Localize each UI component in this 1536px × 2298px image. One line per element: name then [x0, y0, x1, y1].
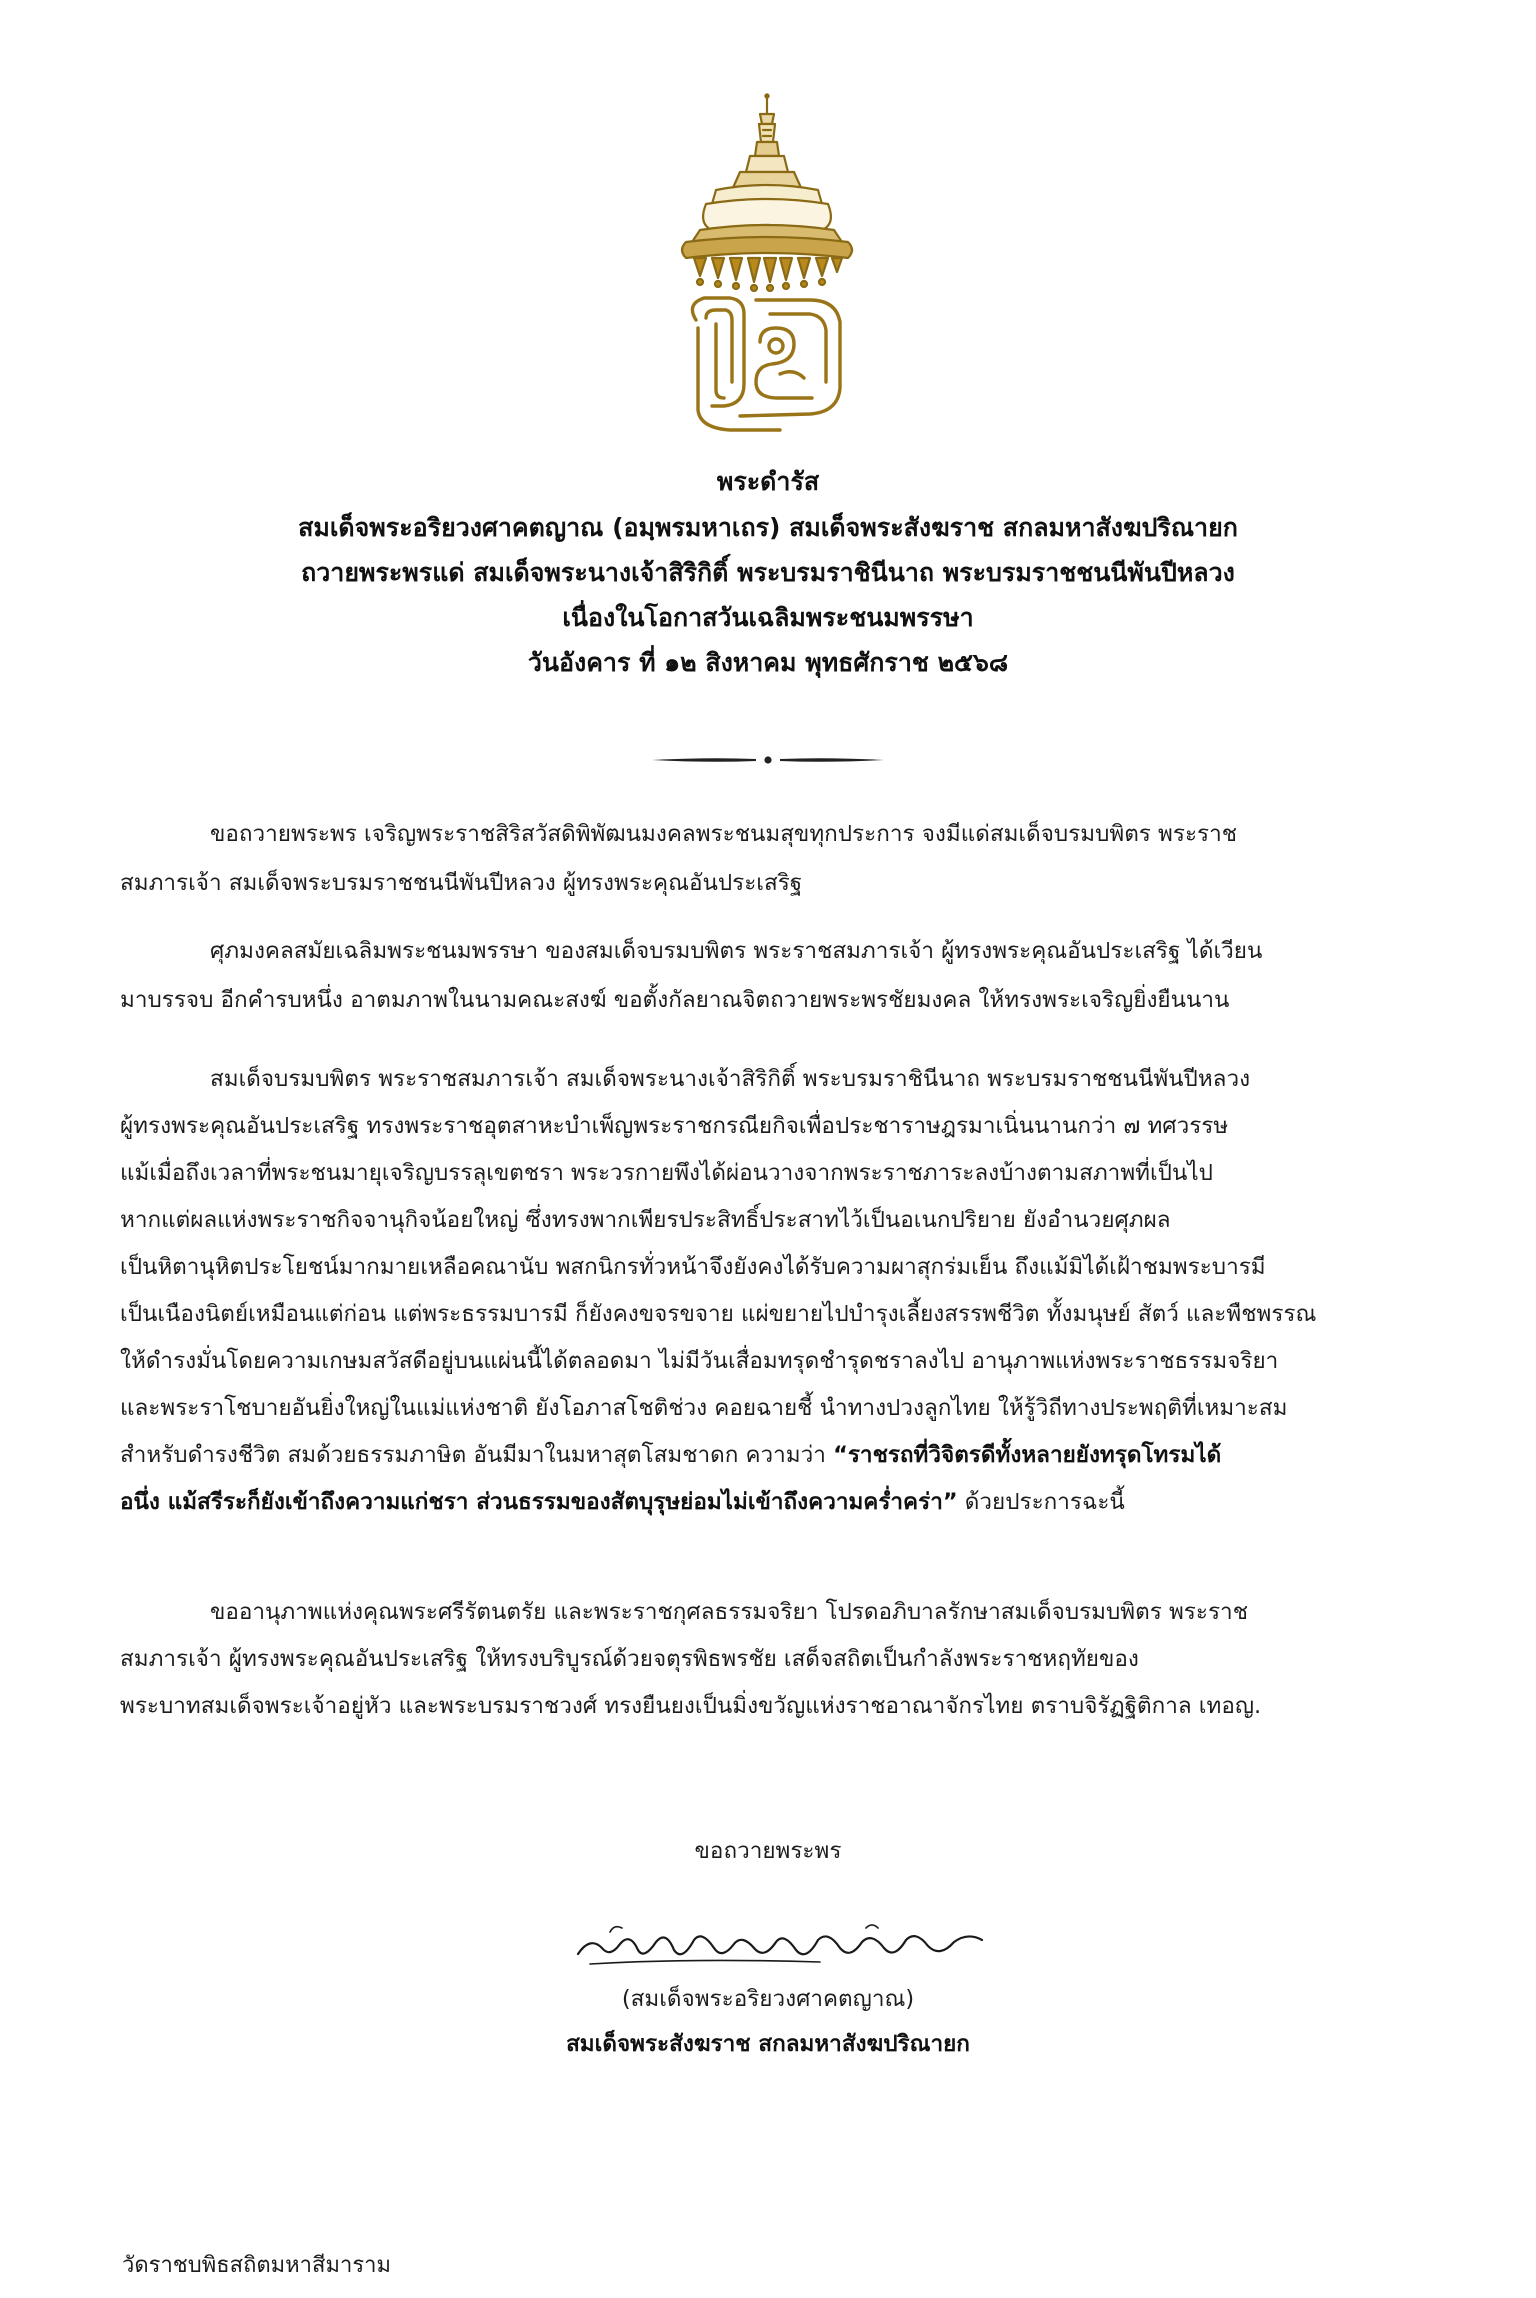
temple-name: วัดราชบพิธสถิตมหาสีมาราม — [122, 2253, 391, 2278]
signatory-name: (สมเด็จพระอริยวงศาคตญาณ) — [621, 1986, 915, 2012]
text-line: ขออานุภาพแห่งคุณพระศรีรัตนตรัย และพระราชกุศลธรรมจริยา โปรดอภิบาลรักษาสมเด็จบรมบพิตร พระราช — [210, 1599, 1248, 1625]
heading-line-1: สมเด็จพระอริยวงศาคตญาณ (อมฺพรมหาเถร) สมเด็จพระสังฆราช สกลมหาสังฆปริณายก — [298, 513, 1238, 542]
text-line: หากแต่ผลแห่งพระราชกิจจานุกิจน้อยใหญ่ ซึ่งทรงพากเพียรประสิทธิ์ประสาทไว้เป็นอเนกปริยาย ยังอำนวยศุภผล — [120, 1207, 1171, 1233]
quote-bold: “ราชรถที่วิจิตรดีทั้งหลายยังทรุดโทรมได้ — [833, 1442, 1222, 1468]
ornament-divider — [648, 752, 888, 768]
text-line: ขอถวายพระพร เจริญพระราชสิริสวัสดิพิพัฒนมงคลพระชนมสุขทุกประการ จงมีแด่สมเด็จบรมบพิตร พระราช — [210, 821, 1238, 847]
text-line: สมเด็จบรมบพิตร พระราชสมภารเจ้า สมเด็จพระนางเจ้าสิริกิติ์ พระบรมราชินีนาถ พระบรมราชชนนีพันปีหลวง — [210, 1066, 1251, 1092]
text-line: เป็นเนืองนิตย์เหมือนแต่ก่อน แต่พระธรรมบารมี ก็ยังคงขจรขจาย แผ่ขยายไปบำรุงเลี้ยงสรรพชีวิต ทั้งมนุษย์ สัตว์ และพืชพรรณ — [120, 1301, 1317, 1327]
signatory-position: สมเด็จพระสังฆราช สกลมหาสังฆปริณายก — [566, 2031, 970, 2057]
royal-emblem — [660, 92, 875, 440]
text-line-with-quote — [120, 1436, 1221, 1472]
text-line: สมภารเจ้า ผู้ทรงพระคุณอันประเสริฐ ให้ทรงบริบูรณ์ด้วยจตุรพิธพรชัย เสด็จสถิตเป็นกำลังพระราชหฤทัยของ — [120, 1646, 1139, 1672]
text-line: ผู้ทรงพระคุณอันประเสริฐ ทรงพระราชอุตสาหะบำเพ็ญพระราชกรณียกิจเพื่อประชาราษฎรมาเนิ่นนานกว่า ๗ ทศวรรษ — [120, 1113, 1229, 1139]
text-line: และพระราโชบายอันยิ่งใหญ่ในแม่แห่งชาติ ยังโอภาสโชติช่วง คอยฉายชี้ นำทางปวงลูกไทย ให้รู้วิถีทางประพฤติที่เหมาะสม — [120, 1395, 1288, 1421]
heading-line-4: วันอังคาร ที่ ๑๒ สิงหาคม พุทธศักราช ๒๕๖๘ — [527, 648, 1009, 677]
text-line: เป็นหิตานุหิตประโยชน์มากมายเหลือคณานับ พสกนิกรทั่วหน้าจึงยังคงได้รับความผาสุกร่มเย็น ถึงแม้มิได้เฝ้าชมพระบารมี — [120, 1254, 1266, 1280]
text-line: มาบรรจบ อีกคำรบหนึ่ง อาตมภาพในนามคณะสงฆ์ ขอตั้งกัลยาณจิตถวายพระพรชัยมงคล ให้ทรงพระเจริญยิ่งยืนนาน — [120, 987, 1230, 1013]
heading-line-2: ถวายพระพรแด่ สมเด็จพระนางเจ้าสิริกิติ์ พระบรมราชินีนาถ พระบรมราชชนนีพันปีหลวง — [301, 558, 1235, 587]
text-line-with-quote — [120, 1483, 1125, 1519]
text-line: พระบาทสมเด็จพระเจ้าอยู่หัว และพระบรมราชวงศ์ ทรงยืนยงเป็นมิ่งขวัญแห่งราชอาณาจักรไทย ตราบจิรัฏฐิติกาล เทอญ. — [120, 1693, 1262, 1719]
text-line: สมภารเจ้า สมเด็จพระบรมราชชนนีพันปีหลวง ผู้ทรงพระคุณอันประเสริฐ — [120, 870, 803, 896]
text-line: ศุภมงคลสมัยเฉลิมพระชนมพรรษา ของสมเด็จบรมบพิตร พระราชสมภารเจ้า ผู้ทรงพระคุณอันประเสริฐ ได้เวียน — [210, 938, 1263, 964]
text-line: ให้ดำรงมั่นโดยความเกษมสวัสดีอยู่บนแผ่นนี้ได้ตลอดมา ไม่มีวันเสื่อมทรุดชำรุดชราลงไป อานุภาพแห่งพระราชธรรมจริยา — [120, 1348, 1279, 1374]
heading-line-3: เนื่องในโอกาสวันเฉลิมพระชนมพรรษา — [562, 603, 974, 632]
quote-bold: อนึ่ง แม้สรีระก็ยังเข้าถึงความแก่ชรา ส่วนธรรมของสัตบุรุษย่อมไม่เข้าถึงความคร่ำคร่า” — [120, 1489, 958, 1515]
closing-blessing: ขอถวายพระพร — [694, 1838, 842, 1864]
text-segment: สำหรับดำรงชีวิต สมด้วยธรรมภาษิต อันมีมาในมหาสุตโสมชาดก ความว่า — [120, 1442, 834, 1468]
heading-title: พระดำรัส — [716, 467, 820, 496]
handwritten-signature — [570, 1918, 990, 1973]
text-segment: ด้วยประการฉะนี้ — [957, 1489, 1125, 1515]
text-line: แม้เมื่อถึงเวลาที่พระชนมายุเจริญบรรลุเขตชรา พระวรกายพึงได้ผ่อนวางจากพระราชภาระลงบ้างตามสภาพที่เป็นไป — [120, 1160, 1213, 1186]
